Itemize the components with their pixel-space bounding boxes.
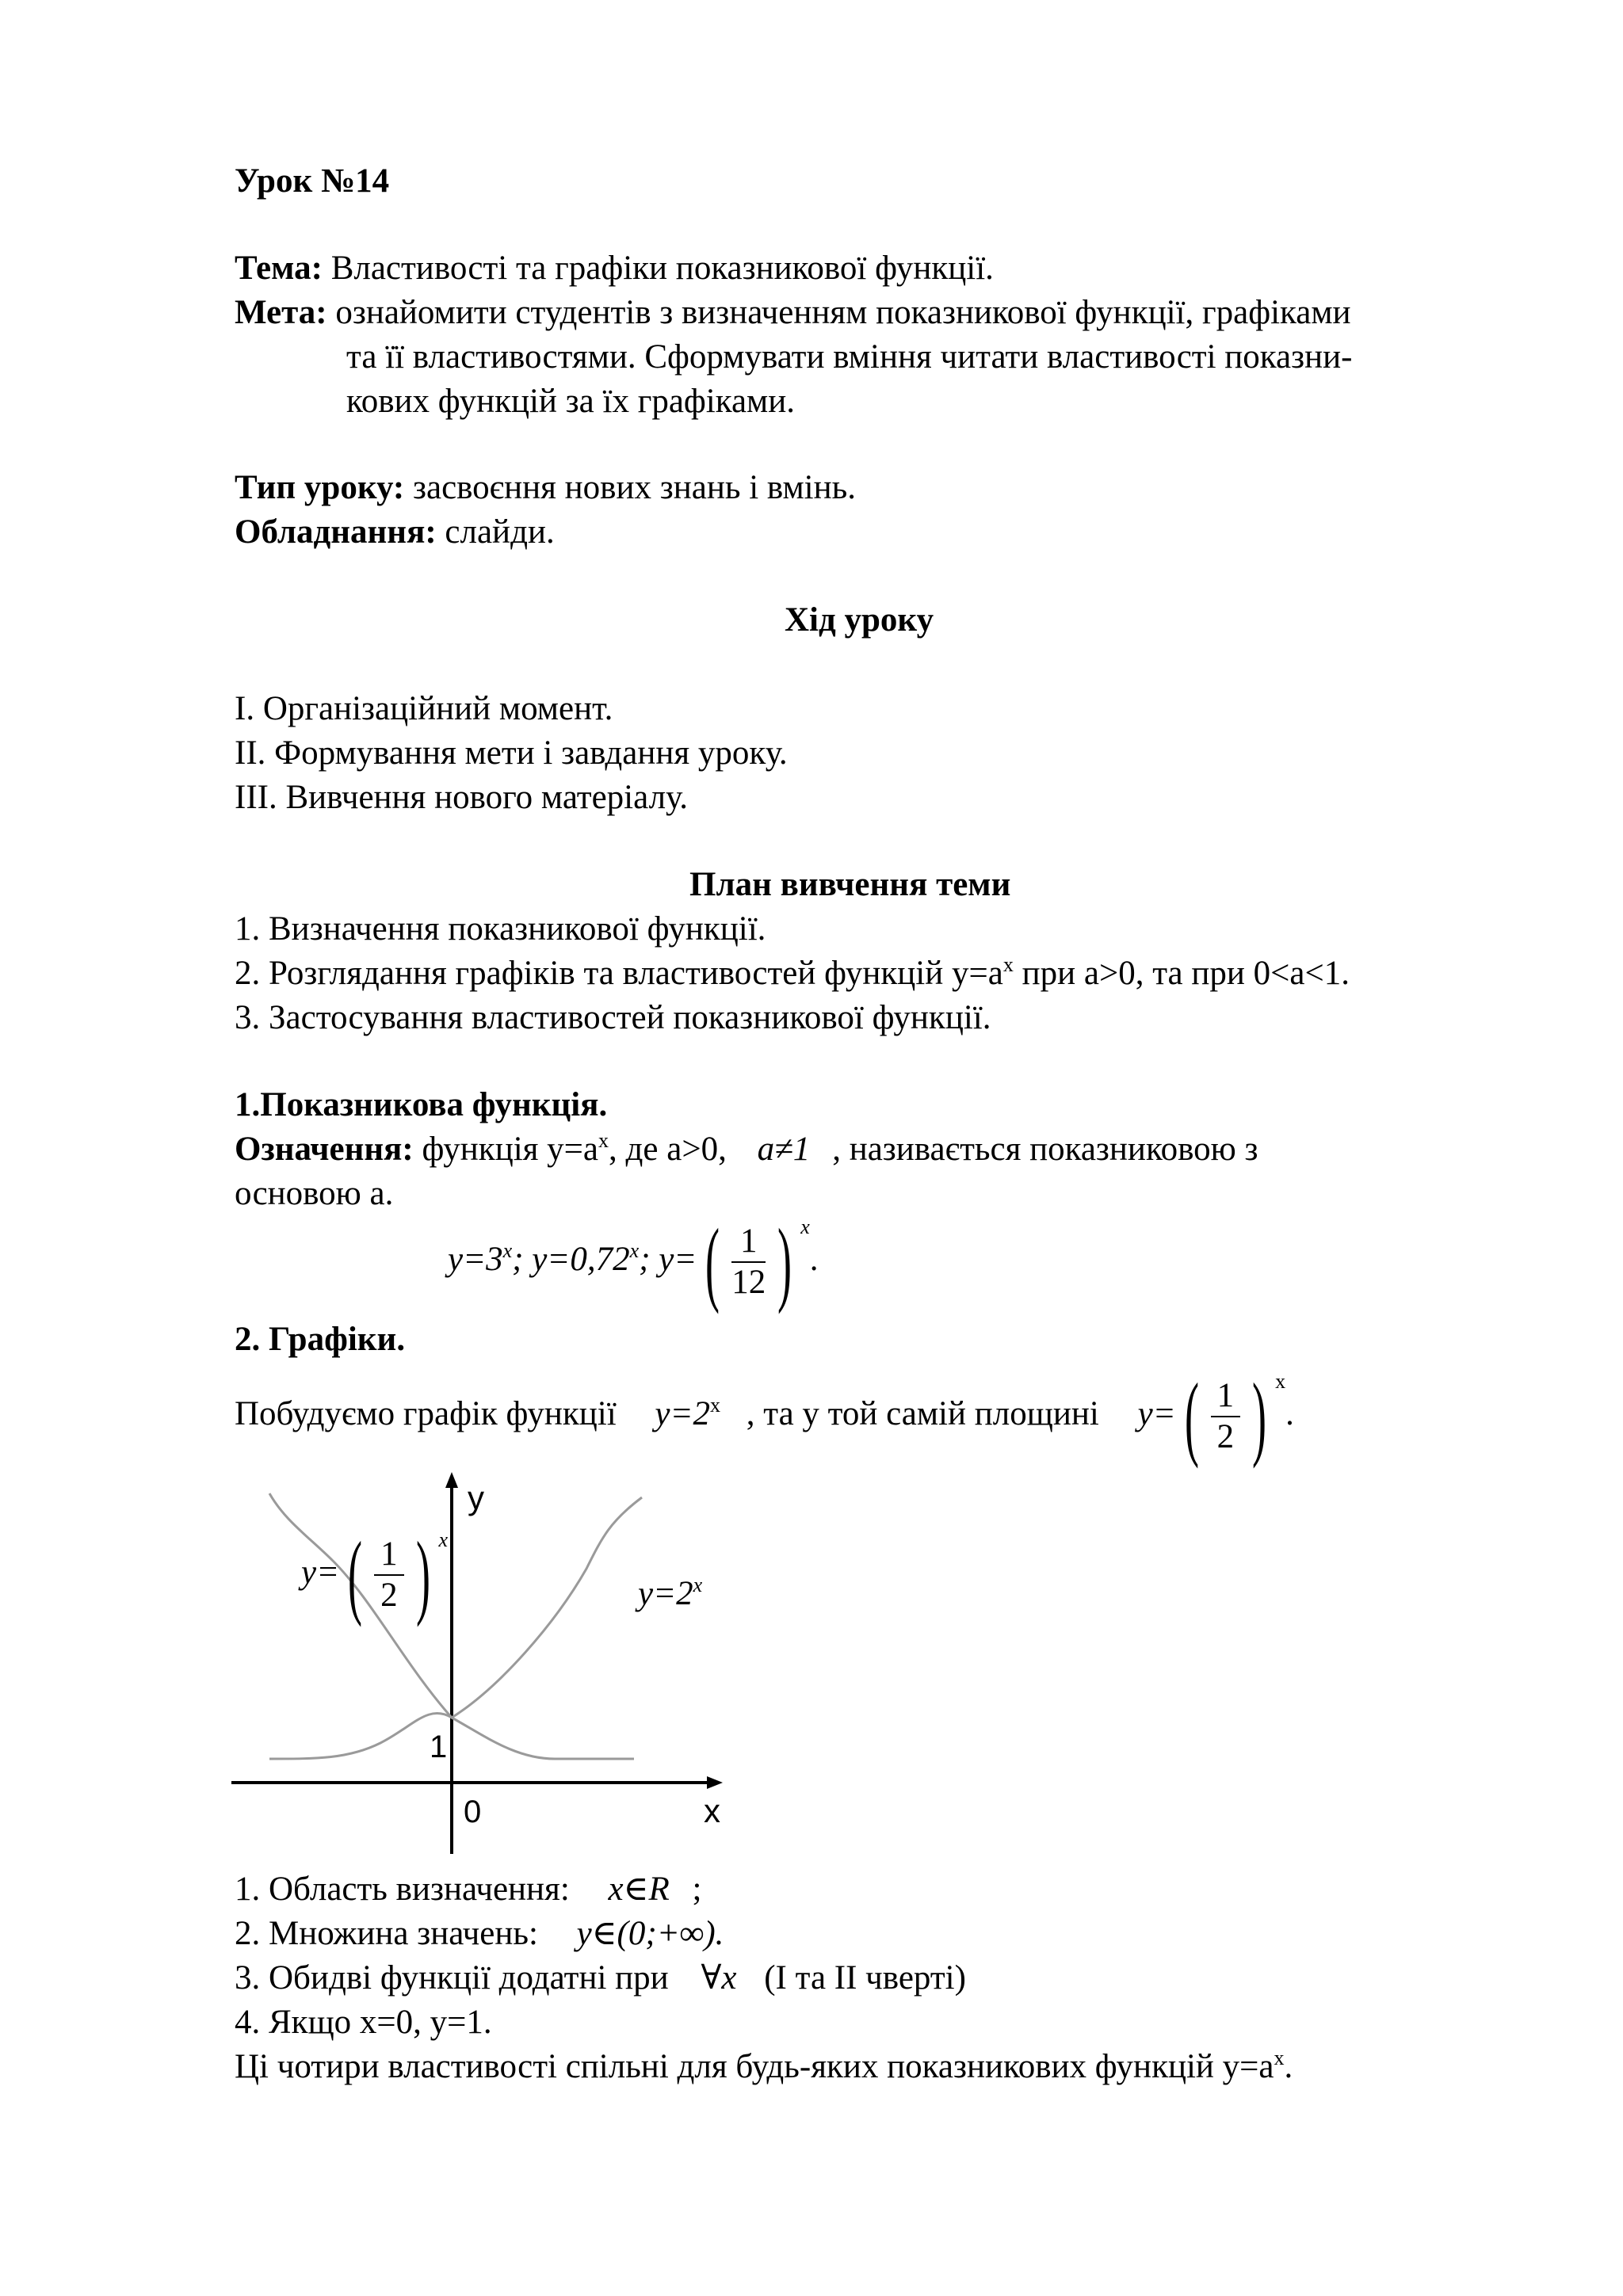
section1-heading: 1.Показникова функція. xyxy=(235,1086,608,1123)
left-curve-open-paren: ( xyxy=(348,1522,363,1628)
definition-formula: a≠1 xyxy=(757,1131,811,1168)
open-paren: ( xyxy=(705,1209,720,1315)
definition-text-a: функція y=a xyxy=(413,1131,599,1168)
property-2-formula: y∈(0;+∞). xyxy=(576,1915,724,1952)
left-curve-exp: x xyxy=(438,1528,449,1551)
summary-end: . xyxy=(1284,2048,1293,2085)
example-3-den: 12 xyxy=(731,1264,766,1302)
build-open-paren: ( xyxy=(1184,1363,1199,1470)
plan-item-2-exponent: x xyxy=(1002,953,1014,976)
build-text-b: , та у той самій площині xyxy=(746,1395,1099,1432)
example-3-end: . xyxy=(809,1241,819,1278)
left-curve-label xyxy=(301,1521,448,1628)
build-f2-fraction xyxy=(1211,1376,1241,1457)
definition-text-b: , де a>0, xyxy=(609,1131,727,1168)
build-f2-den: 2 xyxy=(1216,1418,1235,1456)
type-line xyxy=(235,467,856,509)
build-f1: y=2 xyxy=(655,1395,711,1432)
type-text: засвоєння нових знань і вмінь. xyxy=(413,469,856,506)
topic-line xyxy=(235,247,994,290)
build-f2-exp: x xyxy=(1275,1370,1286,1393)
property-3 xyxy=(235,1957,966,2000)
property-1-formula: x∈R xyxy=(608,1871,670,1908)
plan-item-2-tail: при a>0, та при 0<a<1. xyxy=(1013,955,1350,992)
build-f2: y= xyxy=(1137,1395,1176,1432)
property-3-end: (I та II чверті) xyxy=(764,1959,966,1997)
topic-label: Тема: xyxy=(235,250,323,287)
example-3-fraction xyxy=(731,1222,766,1302)
exponential-graph xyxy=(222,1466,745,1862)
plan-item-2-text: 2. Розглядання графіків та властивостей функцій y=a xyxy=(235,955,1003,992)
equipment-text: слайди. xyxy=(445,513,555,551)
origin-label: 0 xyxy=(464,1794,482,1829)
property-3-formula: ∀x xyxy=(701,1959,737,1997)
left-curve-lhs: y= xyxy=(301,1554,340,1591)
example-3-num: 1 xyxy=(731,1222,766,1263)
topic-text: Властивості та графіки показникової функції. xyxy=(330,250,994,287)
y-axis-label: y xyxy=(468,1479,484,1516)
example-3-exp: x xyxy=(800,1215,810,1238)
example-1: y=3 xyxy=(448,1241,503,1278)
goal-text-1: ознайомити студентів з визначенням показникової функції, графіками xyxy=(335,294,1351,331)
properties-summary xyxy=(235,2046,1293,2092)
example-3: ; y= xyxy=(639,1241,697,1278)
course-heading: Хід уроку xyxy=(785,601,934,639)
right-curve-label xyxy=(638,1573,702,1619)
build-close-paren: ) xyxy=(1252,1363,1267,1470)
equipment-line xyxy=(235,511,555,554)
x-axis-label: x xyxy=(704,1792,720,1829)
property-1-end: ; xyxy=(692,1871,702,1908)
example-2: ; y=0,72 xyxy=(512,1241,630,1278)
property-1-text: 1. Область визначення: xyxy=(235,1871,570,1908)
type-label: Тип уроку: xyxy=(235,469,405,506)
plan-item-3: 3. Застосування властивостей показникової функції. xyxy=(235,999,991,1036)
close-paren: ) xyxy=(777,1209,792,1315)
build-text-a: Побудуємо графік функції xyxy=(235,1395,617,1432)
build-line xyxy=(235,1363,1294,1470)
goal-label: Мета: xyxy=(235,294,327,331)
course-step-2: II. Формування мети і завдання уроку. xyxy=(235,734,788,772)
lesson-title: Урок №14 xyxy=(235,162,390,200)
plan-item-2 xyxy=(235,952,1350,999)
property-1 xyxy=(235,1868,701,1911)
property-3-text: 3. Обидві функції додатні при xyxy=(235,1959,669,1997)
left-curve-fraction xyxy=(374,1535,404,1615)
left-curve-den: 2 xyxy=(380,1577,398,1615)
right-curve-lhs: y=2 xyxy=(638,1575,693,1612)
property-4: 4. Якщо x=0, y=1. xyxy=(235,2004,492,2041)
left-curve-num: 1 xyxy=(374,1535,404,1576)
right-curve-exp: x xyxy=(693,1573,703,1596)
example-1-exp: x xyxy=(502,1239,513,1262)
build-f2-num: 1 xyxy=(1211,1376,1241,1417)
definition-text-c: , називається показниковою з xyxy=(832,1131,1258,1168)
build-f2-end: . xyxy=(1285,1395,1294,1432)
y-axis-arrow xyxy=(445,1472,458,1488)
build-f1-exp: x xyxy=(710,1394,721,1417)
definition-line-2: основою a. xyxy=(235,1175,394,1212)
goal-line xyxy=(235,292,1351,334)
goal-text-3: кових функцій за їх графіками. xyxy=(346,383,796,420)
plan-heading: План вивчення теми xyxy=(689,866,1011,903)
left-curve-close-paren: ) xyxy=(415,1522,430,1628)
one-label: 1 xyxy=(430,1730,448,1764)
course-step-3: III. Вивчення нового матеріалу. xyxy=(235,779,688,816)
section2-heading: 2. Графіки. xyxy=(235,1321,406,1358)
course-step-1: I. Організаційний момент. xyxy=(235,690,613,727)
summary-exponent: x xyxy=(1274,2046,1285,2069)
definition-exponent: x xyxy=(598,1129,609,1152)
x-axis-arrow xyxy=(707,1776,723,1789)
examples-formula xyxy=(448,1208,819,1315)
definition-line xyxy=(235,1128,1258,1175)
goal-text-2: та її властивостями. Сформувати вміння читати властивості показни- xyxy=(346,338,1353,376)
summary-text: Ці чотири властивості спільні для будь-яких показникових функцій y=a xyxy=(235,2048,1274,2085)
plan-item-1: 1. Визначення показникової функції. xyxy=(235,910,766,948)
definition-label: Означення: xyxy=(235,1131,414,1168)
example-2-exp: x xyxy=(629,1239,640,1262)
property-2 xyxy=(235,1913,724,1955)
property-2-text: 2. Множина значень: xyxy=(235,1915,538,1952)
equipment-label: Обладнання: xyxy=(235,513,437,551)
